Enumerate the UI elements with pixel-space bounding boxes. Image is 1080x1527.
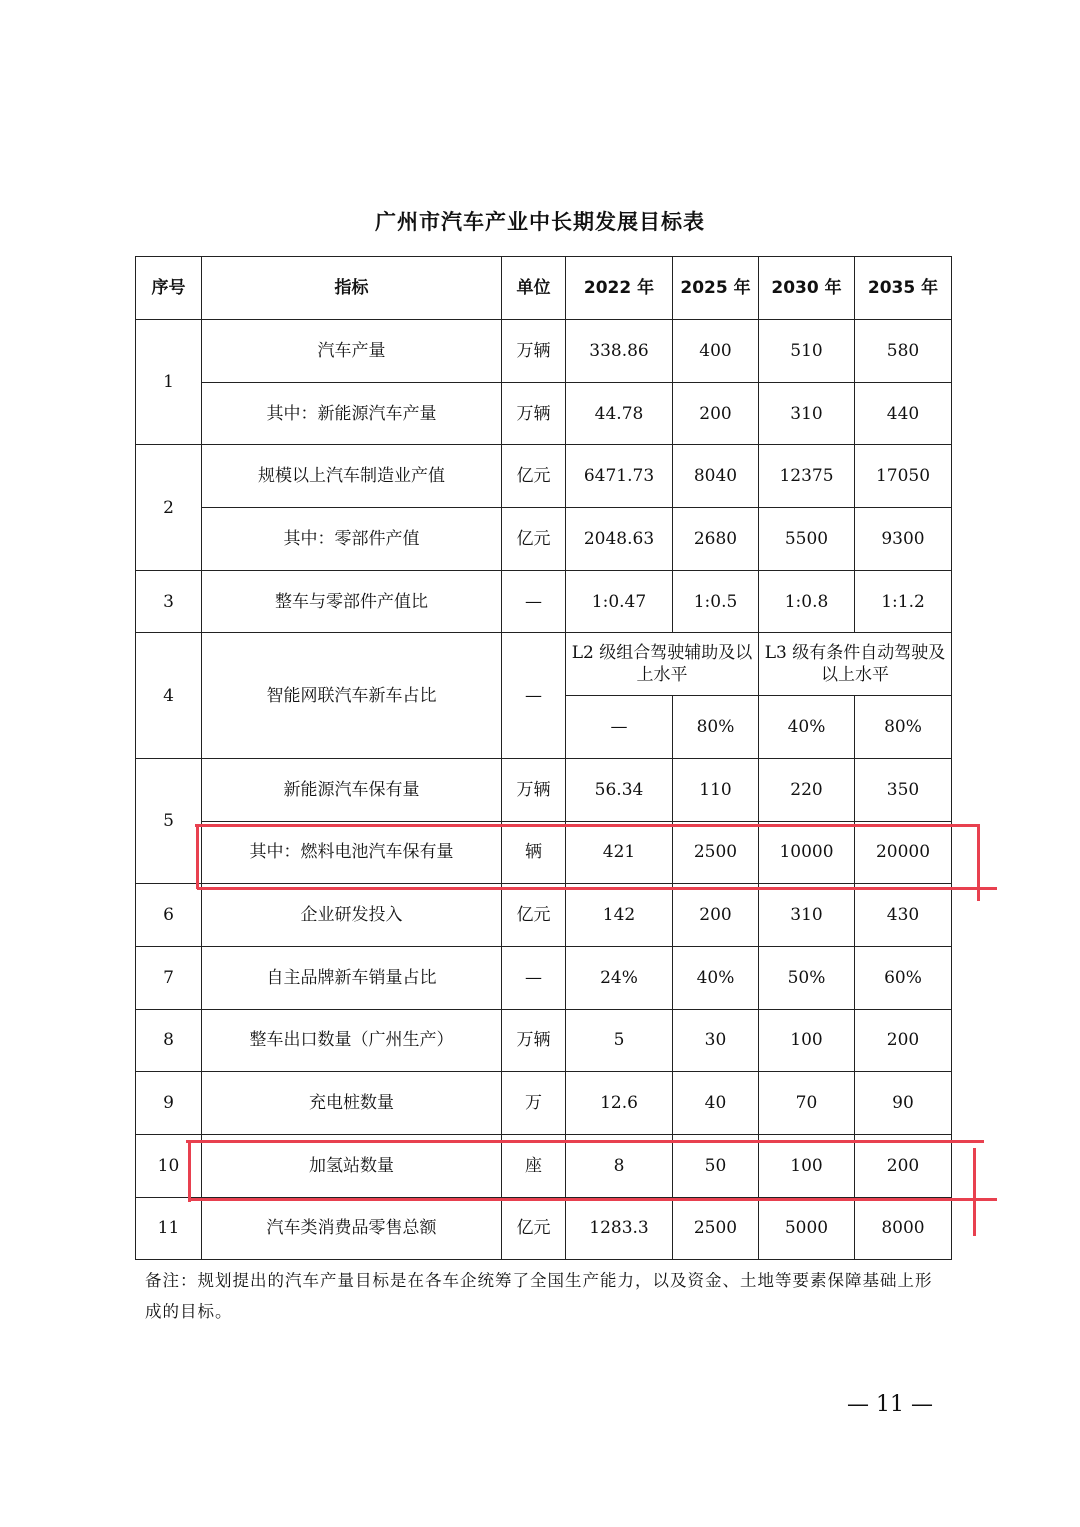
header-unit: 单位: [502, 257, 566, 320]
table-row: [136, 508, 952, 571]
value-2030: 50%: [759, 946, 855, 1009]
table-row: [136, 758, 952, 821]
unit-cell: —: [502, 946, 566, 1009]
unit-cell: 亿元: [502, 508, 566, 571]
table-row: [136, 570, 952, 633]
value-2035: 440: [855, 382, 952, 445]
table-row: [136, 382, 952, 445]
indicator-cell: 整车与零部件产值比: [202, 570, 502, 633]
unit-cell: 万辆: [502, 382, 566, 445]
highlight-line: [188, 1140, 191, 1202]
value-2025: 2680: [673, 508, 759, 571]
value-2025: 400: [673, 320, 759, 383]
indicator-cell: 其中：新能源汽车产量: [202, 382, 502, 445]
header-2030: 2030 年: [759, 257, 855, 320]
table-header-row: [136, 257, 952, 320]
row-number: 5: [136, 758, 202, 883]
indicator-cell: 汽车类消费品零售总额: [202, 1197, 502, 1260]
row-number: 1: [136, 320, 202, 445]
value-2030: 70: [759, 1072, 855, 1135]
value-2025: 50: [673, 1134, 759, 1197]
page-number: — 11 —: [847, 1392, 933, 1417]
value-2035: 200: [855, 1009, 952, 1072]
table-footnote: 备注：规划提出的汽车产量目标是在各车企统筹了全国生产能力，以及资金、土地等要素保障基础上形成的目标。: [145, 1271, 933, 1321]
indicator-cell: 充电桩数量: [202, 1072, 502, 1135]
table-row: [136, 1009, 952, 1072]
value-2035: 350: [855, 758, 952, 821]
highlight-line: [186, 1140, 984, 1143]
header-2025: 2025 年: [673, 257, 759, 320]
indicator-cell: 自主品牌新车销量占比: [202, 946, 502, 1009]
value-2022: 5: [566, 1009, 673, 1072]
value-2035: 200: [855, 1134, 952, 1197]
row-number: 4: [136, 633, 202, 758]
value-2022: 142: [566, 884, 673, 947]
indicator-cell: 规模以上汽车制造业产值: [202, 445, 502, 508]
row-number: 3: [136, 570, 202, 633]
table-row: [136, 320, 952, 383]
value-2030: 100: [759, 1134, 855, 1197]
unit-cell: —: [502, 570, 566, 633]
table-row: [136, 946, 952, 1009]
header-2035: 2035 年: [855, 257, 952, 320]
unit-cell: —: [502, 633, 566, 758]
targets-table: [135, 256, 952, 1260]
header-indicator: 指标: [202, 257, 502, 320]
value-2022: 1283.3: [566, 1197, 673, 1260]
header-no: 序号: [136, 257, 202, 320]
unit-cell: 万辆: [502, 758, 566, 821]
value-2035: 8000: [855, 1197, 952, 1260]
indicator-cell: 新能源汽车保有量: [202, 758, 502, 821]
unit-cell: 座: [502, 1134, 566, 1197]
highlight-line: [977, 824, 980, 901]
value-2025: 200: [673, 382, 759, 445]
table-row: [136, 821, 952, 884]
row-number: 9: [136, 1072, 202, 1135]
highlight-line: [197, 887, 997, 890]
value-2025: 80%: [673, 696, 759, 759]
highlight-line: [973, 1148, 976, 1236]
value-2030: 5500: [759, 508, 855, 571]
indicator-cell: 整车出口数量（广州生产）: [202, 1009, 502, 1072]
value-2030: 10000: [759, 821, 855, 884]
value-2022: 24%: [566, 946, 673, 1009]
value-2022: 338.86: [566, 320, 673, 383]
value-2035: 20000: [855, 821, 952, 884]
highlight-line: [195, 824, 980, 827]
unit-cell: 亿元: [502, 884, 566, 947]
level-l3-cell: L3 级有条件自动驾驶及以上水平: [759, 633, 952, 696]
value-2022: —: [566, 696, 673, 759]
value-2022: 56.34: [566, 758, 673, 821]
value-2030: 40%: [759, 696, 855, 759]
unit-cell: 万辆: [502, 1009, 566, 1072]
value-2030: 1:0.8: [759, 570, 855, 633]
value-2022: 2048.63: [566, 508, 673, 571]
value-2035: 430: [855, 884, 952, 947]
value-2030: 100: [759, 1009, 855, 1072]
value-2022: 421: [566, 821, 673, 884]
indicator-cell: 智能网联汽车新车占比: [202, 633, 502, 758]
value-2035: 17050: [855, 445, 952, 508]
level-l2-cell: L2 级组合驾驶辅助及以上水平: [566, 633, 759, 696]
value-2030: 12375: [759, 445, 855, 508]
row-number: 10: [136, 1134, 202, 1197]
indicator-cell: 企业研发投入: [202, 884, 502, 947]
table-row: [136, 1134, 952, 1197]
unit-cell: 亿元: [502, 445, 566, 508]
unit-cell: 亿元: [502, 1197, 566, 1260]
value-2022: 6471.73: [566, 445, 673, 508]
value-2035: 1:1.2: [855, 570, 952, 633]
indicator-cell: 其中：零部件产值: [202, 508, 502, 571]
indicator-cell: 其中：燃料电池汽车保有量: [202, 821, 502, 884]
value-2025: 110: [673, 758, 759, 821]
value-2025: 30: [673, 1009, 759, 1072]
row-number: 11: [136, 1197, 202, 1260]
value-2022: 44.78: [566, 382, 673, 445]
table-row: [136, 445, 952, 508]
value-2035: 60%: [855, 946, 952, 1009]
value-2025: 40%: [673, 946, 759, 1009]
value-2030: 220: [759, 758, 855, 821]
row-number: 7: [136, 946, 202, 1009]
value-2035: 9300: [855, 508, 952, 571]
value-2025: 1:0.5: [673, 570, 759, 633]
table-row: [136, 1197, 952, 1260]
highlight-line: [190, 1198, 997, 1201]
value-2025: 200: [673, 884, 759, 947]
value-2025: 8040: [673, 445, 759, 508]
row-number: 6: [136, 884, 202, 947]
value-2030: 5000: [759, 1197, 855, 1260]
document-title: 广州市汽车产业中长期发展目标表: [375, 210, 705, 234]
unit-cell: 万辆: [502, 320, 566, 383]
table-row: [136, 633, 952, 696]
value-2030: 310: [759, 884, 855, 947]
header-2022: 2022 年: [566, 257, 673, 320]
highlight-line: [196, 824, 199, 889]
table-row: [136, 1072, 952, 1135]
unit-cell: 万: [502, 1072, 566, 1135]
value-2030: 510: [759, 320, 855, 383]
value-2025: 2500: [673, 1197, 759, 1260]
value-2035: 580: [855, 320, 952, 383]
table-row: [136, 884, 952, 947]
value-2025: 40: [673, 1072, 759, 1135]
value-2025: 2500: [673, 821, 759, 884]
value-2035: 90: [855, 1072, 952, 1135]
row-number: 8: [136, 1009, 202, 1072]
value-2022: 12.6: [566, 1072, 673, 1135]
value-2022: 1:0.47: [566, 570, 673, 633]
indicator-cell: 汽车产量: [202, 320, 502, 383]
value-2035: 80%: [855, 696, 952, 759]
row-number: 2: [136, 445, 202, 570]
unit-cell: 辆: [502, 821, 566, 884]
value-2030: 310: [759, 382, 855, 445]
indicator-cell: 加氢站数量: [202, 1134, 502, 1197]
value-2022: 8: [566, 1134, 673, 1197]
